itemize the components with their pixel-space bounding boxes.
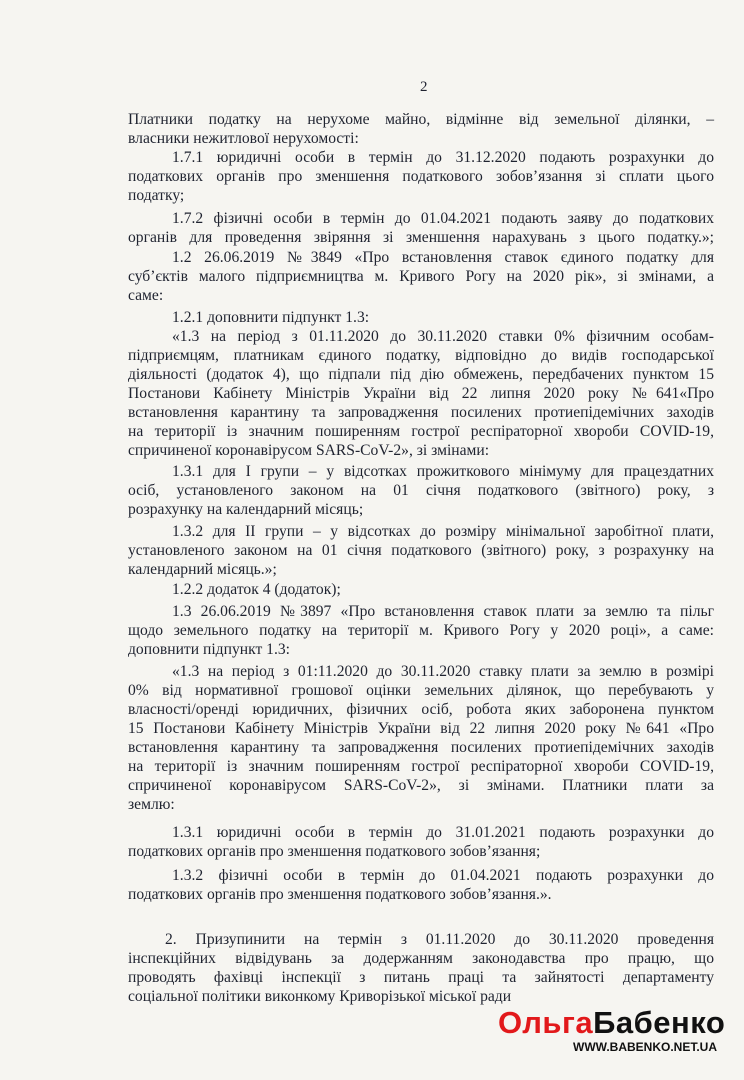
text-line: власності/оренді юридичних, фізичних осіб, робота яких заборонена пунктом bbox=[128, 701, 714, 718]
text-line: податкових органів про зменшення податкового зобов’язання зі сплати цього bbox=[128, 168, 714, 185]
text-line: 1.7.1 юридичні особи в термін до 31.12.2020 подають розрахунки до bbox=[172, 149, 714, 166]
text-line: 1.3 26.06.2019 №3897 «Про встановлення ставок плати за землю та пільг bbox=[172, 603, 714, 620]
text-line: саме: bbox=[128, 287, 164, 304]
text-line: встановлення карантину та запровадження посилених протиепідемічних заходів bbox=[128, 404, 714, 421]
page-number: 2 bbox=[420, 79, 428, 95]
text-line: «1.3 на період з 01.11.2020 до 30.11.2020 ставки 0% фізичним особам- bbox=[172, 328, 714, 345]
text-line: податкових органів про зменшення податкового зобов’язання.». bbox=[128, 886, 552, 903]
text-line: 1.7.2 фізичні особи в термін до 01.04.2021 подають заяву до податкових bbox=[172, 210, 714, 227]
watermark-logo bbox=[498, 1006, 725, 1040]
text-line: встановлення карантину та запровадження посилених протиепідемічних заходів bbox=[128, 739, 714, 756]
text-line: установленого законом на 01 січня податкового (звітного) року, з розрахунку на bbox=[128, 542, 714, 559]
text-line: проводять фахівці інспекції з питань праці та зайнятості департаменту bbox=[128, 969, 714, 986]
text-line: доповнити підпункт 1.3: bbox=[128, 641, 290, 658]
text-line: діяльності (додаток 4), що підпали під дію обмежень, передбачених пунктом 15 bbox=[128, 366, 714, 383]
text-line: 1.2.2 додаток 4 (додаток); bbox=[172, 581, 341, 598]
text-line: 1.2.1 доповнити підпункт 1.3: bbox=[172, 309, 370, 326]
text-line: 1.3.2 для ІІ групи – у відсотках до розміру мінімальної заробітної плати, bbox=[172, 523, 714, 540]
text-line: суб’єктів малого підприємництва м. Кривого Рогу на 2020 рік», зі змінами, а bbox=[128, 268, 714, 285]
text-line: на території із значним поширенням гострої респіраторної хвороби COVID-19, bbox=[128, 423, 714, 440]
text-line: спричиненої коронавірусом SARS-CoV-2», зі змінами: bbox=[128, 442, 490, 459]
text-line: органів для проведення звіряння зі зменшення нарахувань з цього податку.»; bbox=[128, 229, 714, 246]
watermark-first-name: Ольга bbox=[498, 1005, 594, 1040]
text-line: щодо земельного податку на території м. Кривого Рогу у 2020 році», а саме: bbox=[128, 622, 714, 639]
text-line: 0% від нормативної грошової оцінки земельних ділянок, що перебувають у bbox=[128, 682, 714, 699]
text-line: 2. Призупинити на термін з 01.11.2020 до 30.11.2020 проведення bbox=[165, 931, 714, 948]
text-line: спричиненої коронавірусом SARS-CoV-2», зі змінами. Платники плати за bbox=[128, 777, 714, 794]
text-line: осіб, установленого законом на 01 січня податкового (звітного) року, з bbox=[128, 482, 714, 499]
text-line: «1.3 на період з 01:11.2020 до 30.11.2020 ставку плати за землю в розмірі bbox=[172, 663, 714, 680]
text-line: інспекційних відвідувань за додержанням законодавства про працю, що bbox=[128, 950, 714, 967]
text-line: розрахунку на календарний місяць; bbox=[128, 501, 364, 518]
text-line: на території із значним поширенням гострої респіраторної хвороби COVID-19, bbox=[128, 758, 714, 775]
watermark-last-name: Бабенко bbox=[593, 1005, 726, 1040]
text-line: 15 Постанови Кабінету Міністрів України від 22 липня 2020 року №641 «Про bbox=[128, 720, 714, 737]
text-line: календарний місяць.»; bbox=[128, 561, 277, 578]
text-line: податку; bbox=[128, 187, 185, 204]
watermark-url: WWW.BABENKO.NET.UA bbox=[573, 1040, 717, 1054]
text-line: податкових органів про зменшення податкового зобов’язання; bbox=[128, 843, 541, 860]
text-line: 1.3.1 юридичні особи в термін до 31.01.2021 подають розрахунки до bbox=[172, 824, 714, 841]
text-line: 1.2 26.06.2019 №3849 «Про встановлення ставок єдиного податку для bbox=[172, 249, 714, 266]
text-line: Постанови Кабінету Міністрів України від 22 липня 2020 року №641«Про bbox=[128, 385, 714, 402]
text-line: 1.3.2 фізичні особи в термін до 01.04.2021 подають розрахунки до bbox=[172, 867, 714, 884]
text-line: 1.3.1 для І групи – у відсотках прожиткового мінімуму для працездатних bbox=[172, 463, 714, 480]
text-line: власники нежитлової нерухомості: bbox=[128, 130, 359, 147]
text-line: землю: bbox=[128, 796, 175, 813]
text-line: соціальної політики виконкому Криворізької міської ради bbox=[128, 988, 512, 1005]
text-line: Платники податку на нерухоме майно, відмінне від земельної ділянки, – bbox=[128, 111, 714, 128]
text-line: підприємцям, платникам єдиного податку, відповідно до видів господарської bbox=[128, 347, 714, 364]
